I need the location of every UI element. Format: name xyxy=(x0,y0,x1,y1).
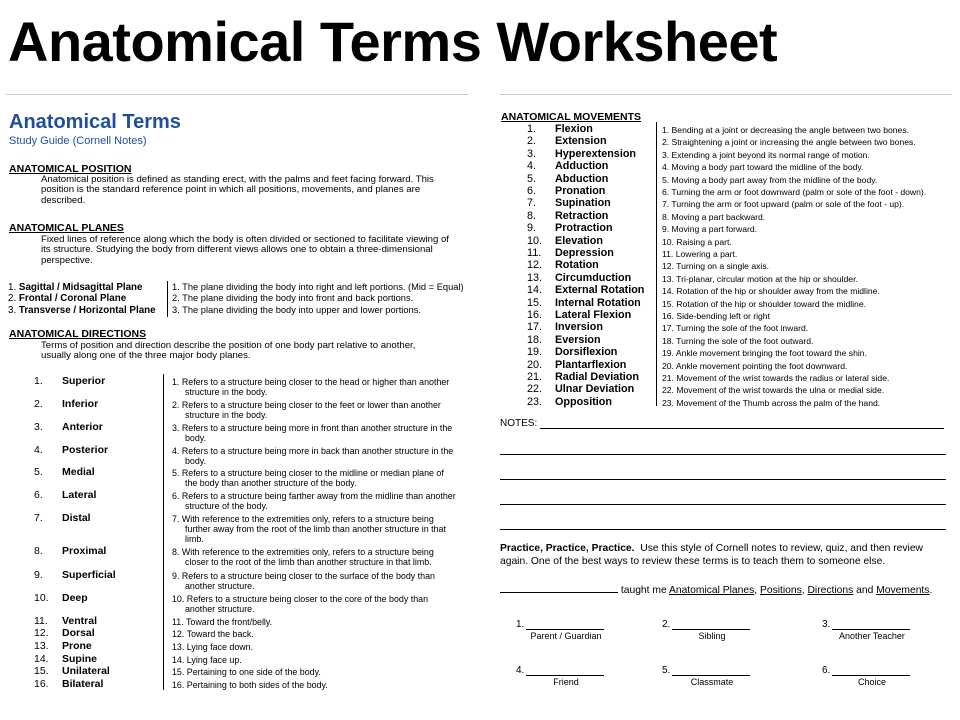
movement-num: 14. xyxy=(527,284,543,297)
movement-num: 22. xyxy=(527,383,543,396)
direction-item xyxy=(34,570,116,581)
movement-desc: 10. Raising a part. xyxy=(662,236,732,247)
direction-term: Proximal xyxy=(62,545,107,557)
plane-name: Transverse / Horizontal Plane xyxy=(18,305,156,316)
direction-desc-line: 1. Refers to a structure being closer to the head or higher than another xyxy=(172,377,450,387)
movement-term: Radial Deviation xyxy=(555,371,639,383)
direction-desc-line: 8. With reference to the extremities only, refers to a structure being xyxy=(172,547,434,557)
direction-desc-line: body. xyxy=(185,456,207,466)
movement-desc: 9. Moving a part forward. xyxy=(662,224,758,235)
movement-term: Extension xyxy=(555,135,607,148)
direction-term: Supine xyxy=(62,653,98,665)
direction-num: 8. xyxy=(34,545,43,557)
movement-num: 13. xyxy=(527,271,543,284)
movement-term: Elevation xyxy=(555,234,604,247)
movement-term: Lateral Flexion xyxy=(555,309,632,321)
direction-desc-line: another structure. xyxy=(185,604,255,614)
movement-num: 17. xyxy=(527,321,543,334)
planes-line: perspective. xyxy=(41,254,93,266)
movement-num: 19. xyxy=(527,346,543,359)
movement-desc: 13. Tri-planar, circular motion at the hip or shoulder. xyxy=(662,273,858,284)
slot-caption: Another Teacher xyxy=(839,631,905,641)
movement-term: Retraction xyxy=(555,209,609,222)
taught-positions: Positions xyxy=(759,585,802,596)
movement-term: Depression xyxy=(555,247,614,259)
study-guide-subtitle: Study Guide (Cornell Notes) xyxy=(9,135,147,147)
movement-item xyxy=(527,259,599,271)
slot-num: 3. xyxy=(822,619,831,630)
movement-item xyxy=(527,173,608,185)
movement-item xyxy=(527,210,608,222)
position-text xyxy=(41,175,471,206)
slot-blank[interactable] xyxy=(832,629,910,630)
direction-desc-line: 6. Refers to a structure being farther away from the midline than another xyxy=(172,491,456,501)
teacher-slot[interactable] xyxy=(662,619,758,645)
teacher-name-blank[interactable] xyxy=(500,583,618,593)
teacher-slot[interactable] xyxy=(516,619,612,645)
direction-desc-line: closer to the root of the limb than another structure in that limb. xyxy=(185,557,432,567)
movement-num: 21. xyxy=(527,371,543,383)
slot-caption: Parent / Guardian xyxy=(530,631,602,641)
movement-item xyxy=(527,359,626,371)
movement-term: Circumduction xyxy=(555,271,632,284)
directions-line: Terms of position and direction describe the position of one body part relative to another, xyxy=(41,340,416,351)
movement-term: Inversion xyxy=(555,321,604,334)
direction-desc xyxy=(172,400,468,420)
direction-desc xyxy=(172,594,468,614)
movement-term: Plantarflexion xyxy=(555,358,627,371)
direction-num: 16. xyxy=(34,678,49,690)
direction-term: Unilateral xyxy=(62,665,110,677)
movement-item xyxy=(527,383,634,395)
plane-desc: 2. The plane dividing the body into front and back portions. xyxy=(172,293,414,303)
direction-item xyxy=(34,513,91,524)
direction-item xyxy=(34,422,103,433)
movement-desc: 3. Extending a joint beyond its normal range of motion. xyxy=(662,149,870,160)
movements-heading: ANATOMICAL MOVEMENTS xyxy=(501,111,642,123)
movement-item xyxy=(527,135,607,147)
taught-and: and xyxy=(856,585,874,596)
direction-desc xyxy=(172,642,468,652)
movement-desc: 8. Moving a part backward. xyxy=(662,211,766,222)
position-line: Anatomical position is defined as standing erect, with the palms and feet facing forward. This xyxy=(41,174,434,185)
direction-desc xyxy=(172,547,468,567)
movement-desc: 23. Movement of the Thumb across the palm of the hand. xyxy=(662,397,881,408)
plane-name: Frontal / Coronal Plane xyxy=(18,293,127,304)
movement-num: 10. xyxy=(527,234,543,247)
direction-desc-line: 2. Refers to a structure being closer to the feet or lower than another xyxy=(172,400,441,410)
study-guide-title: Anatomical Terms xyxy=(9,111,181,133)
direction-num: 2. xyxy=(34,398,43,410)
position-heading: ANATOMICAL POSITION xyxy=(9,163,132,175)
direction-desc xyxy=(172,446,468,466)
direction-desc-line: body. xyxy=(185,433,207,443)
movement-desc: 15. Rotation of the hip or shoulder toward the midline. xyxy=(662,298,866,309)
practice-text: Use this style of Cornell notes to review, quiz, and then review again. One of the best ways to review these terms is to teach them to someone else. xyxy=(500,543,923,567)
position-line: described. xyxy=(41,194,86,206)
plane-item xyxy=(8,305,181,316)
movement-num: 7. xyxy=(527,197,537,210)
planes-line: Fixed lines of reference along which the body is often divided or sectioned to facilitate viewing of xyxy=(41,234,449,245)
direction-item xyxy=(34,490,96,501)
direction-desc xyxy=(172,377,468,397)
movement-term: Supination xyxy=(555,197,611,210)
movement-num: 11. xyxy=(527,247,542,259)
movement-term: Adduction xyxy=(555,160,609,173)
movement-item xyxy=(527,309,631,321)
directions-heading: ANATOMICAL DIRECTIONS xyxy=(9,328,147,340)
direction-term: Ventral xyxy=(62,615,98,627)
direction-item xyxy=(34,399,98,410)
direction-desc-line: 7. With reference to the extremities only, refers to a structure being xyxy=(172,514,434,524)
movement-item xyxy=(527,371,639,383)
movement-item xyxy=(527,346,617,358)
notes-line[interactable] xyxy=(500,504,946,505)
movement-item xyxy=(527,197,611,209)
movement-desc: 19. Ankle movement bringing the foot toward the shin. xyxy=(662,348,867,359)
movement-item xyxy=(527,321,603,333)
direction-desc-line: 9. Refers to a structure being closer to the surface of the body than xyxy=(172,571,435,581)
plane-name: Sagittal / Midsagittal Plane xyxy=(18,282,143,293)
direction-num: 14. xyxy=(34,653,49,665)
position-line: position is the standard reference point in which all positions, movements, and planes are xyxy=(41,184,421,196)
taught-movements: Movements xyxy=(876,585,930,596)
movement-desc: 22. Movement of the wrist towards the ulna or medial side. xyxy=(662,385,885,396)
direction-desc-line: 15. Pertaining to one side of the body. xyxy=(172,667,321,677)
movement-desc: 20. Ankle movement pointing the foot downward. xyxy=(662,360,848,371)
planes-heading: ANATOMICAL PLANES xyxy=(9,222,124,234)
direction-term: Medial xyxy=(62,466,95,478)
direction-desc xyxy=(172,514,468,544)
direction-item xyxy=(34,376,105,387)
plane-desc: 3. The plane dividing the body into upper and lower portions. xyxy=(172,305,421,315)
movements-divider xyxy=(656,122,657,406)
movement-item xyxy=(527,396,612,408)
direction-desc xyxy=(172,680,468,690)
direction-term: Lateral xyxy=(62,489,97,501)
practice-heading: Practice, Practice, Practice. xyxy=(500,543,635,554)
movement-desc: 14. Rotation of the hip or shoulder away from the midline. xyxy=(662,286,880,297)
direction-num: 5. xyxy=(34,466,43,478)
direction-item xyxy=(34,616,97,627)
movement-num: 9. xyxy=(527,222,537,235)
direction-num: 12. xyxy=(34,627,49,639)
plane-item xyxy=(8,293,181,304)
movement-num: 23. xyxy=(527,395,543,408)
direction-num: 9. xyxy=(34,569,43,581)
direction-term: Prone xyxy=(62,640,92,652)
movement-term: Ulnar Deviation xyxy=(555,383,635,396)
slot-caption: Classmate xyxy=(690,677,734,687)
movement-term: Eversion xyxy=(555,333,601,346)
direction-num: 10. xyxy=(34,592,49,604)
slot-caption: Sibling xyxy=(698,631,726,641)
direction-desc xyxy=(172,491,468,511)
direction-item xyxy=(34,666,110,677)
movement-desc: 17. Turning the sole of the foot inward. xyxy=(662,323,809,334)
movement-item xyxy=(527,247,614,259)
slot-blank[interactable] xyxy=(526,675,604,676)
movement-num: 12. xyxy=(527,259,543,272)
direction-desc-line: structure in the body. xyxy=(185,410,268,420)
direction-desc-line: 14. Lying face up. xyxy=(172,655,242,665)
practice-paragraph xyxy=(500,543,952,568)
movement-item xyxy=(527,185,605,197)
movement-term: Dorsiflexion xyxy=(555,346,618,359)
slide-title: Anatomical Terms Worksheet xyxy=(8,10,778,73)
movement-term: External Rotation xyxy=(555,284,645,297)
movement-item xyxy=(527,297,641,309)
direction-term: Superficial xyxy=(62,569,116,581)
direction-desc-line: limb. xyxy=(185,534,204,544)
notes-line[interactable] xyxy=(500,454,946,455)
direction-term: Superior xyxy=(62,375,106,387)
slot-caption: Friend xyxy=(553,677,579,687)
movement-desc: 7. Turning the arm or foot upward (palm or sole of the foot - up). xyxy=(662,199,905,210)
directions-divider xyxy=(163,374,164,690)
notes-line[interactable] xyxy=(500,479,946,480)
directions-line: usually along one of the three major body planes. xyxy=(41,350,251,362)
movement-item xyxy=(527,148,636,160)
movement-num: 15. xyxy=(527,296,543,309)
movement-num: 5. xyxy=(527,172,537,185)
movement-term: Opposition xyxy=(555,395,612,408)
direction-desc-line: 3. Refers to a structure being more in front than another structure in the xyxy=(172,423,453,433)
taught-me-line: taught me Anatomical Planes, Positions, Directions and Movements. xyxy=(500,583,932,596)
planes-line: its structure. Studying the body from different views allows one to obtain a three-dimensional xyxy=(41,244,433,256)
direction-desc-line: 5. Refers to a structure being closer to the midline or median plane of xyxy=(172,468,444,478)
direction-item xyxy=(34,467,95,478)
notes-label: NOTES: xyxy=(500,418,538,429)
movement-desc: 12. Turning on a single axis. xyxy=(662,261,770,272)
plane-desc: 1. The plane dividing the body into right and left portions. (Mid = Equal) xyxy=(172,282,464,292)
direction-term: Anterior xyxy=(62,421,103,433)
teacher-slot[interactable] xyxy=(662,665,758,691)
left-page-top-rule xyxy=(6,94,468,95)
movement-num: 1. xyxy=(527,123,537,135)
movement-term: Flexion xyxy=(555,123,593,135)
direction-desc-line: 16. Pertaining to both sides of the body. xyxy=(172,680,328,690)
direction-desc-line: 11. Toward the front/belly. xyxy=(172,617,273,627)
teacher-slot[interactable] xyxy=(822,665,918,691)
direction-num: 3. xyxy=(34,421,43,433)
movement-desc: 16. Side-bending left or right xyxy=(662,311,770,321)
movement-desc: 5. Moving a body part away from the midline of the body. xyxy=(662,174,878,185)
direction-desc xyxy=(172,423,468,443)
movement-num: 16. xyxy=(527,309,543,321)
direction-term: Inferior xyxy=(62,398,99,410)
notes-line[interactable] xyxy=(540,428,944,429)
direction-item xyxy=(34,445,108,456)
movement-num: 18. xyxy=(527,333,543,346)
teacher-slot[interactable] xyxy=(516,665,612,691)
movement-desc: 18. Turning the sole of the foot outward. xyxy=(662,335,814,346)
direction-desc xyxy=(172,667,468,677)
direction-item xyxy=(34,641,92,652)
slot-num: 5. xyxy=(662,665,671,676)
teacher-slot[interactable] xyxy=(822,619,918,645)
movement-item xyxy=(527,334,601,346)
slot-blank[interactable] xyxy=(672,629,750,630)
movement-term: Pronation xyxy=(555,185,606,197)
movement-num: 8. xyxy=(527,209,537,222)
movement-term: Abduction xyxy=(555,172,609,185)
direction-num: 11. xyxy=(34,615,48,627)
movement-num: 6. xyxy=(527,185,537,197)
direction-item xyxy=(34,679,103,690)
movement-desc: 21. Movement of the wrist towards the radius or lateral side. xyxy=(662,373,890,383)
movement-num: 4. xyxy=(527,160,537,173)
directions-text xyxy=(41,341,471,362)
direction-desc-line: 10. Refers to a structure being closer to the core of the body than xyxy=(172,594,429,604)
direction-term: Dorsal xyxy=(62,627,95,639)
movement-desc: 4. Moving a body part toward the midline of the body. xyxy=(662,162,864,173)
movement-term: Hyperextension xyxy=(555,147,637,160)
direction-num: 6. xyxy=(34,489,43,501)
movement-desc: 2. Straightening a joint or increasing the angle between two bones. xyxy=(662,137,916,148)
slot-num: 2. xyxy=(662,619,671,630)
direction-num: 4. xyxy=(34,444,43,456)
plane-num: 1. xyxy=(8,282,17,293)
movement-num: 20. xyxy=(527,358,543,371)
plane-num: 2. xyxy=(8,293,17,304)
slot-num: 1. xyxy=(516,619,525,630)
direction-term: Bilateral xyxy=(62,678,104,690)
direction-term: Distal xyxy=(62,512,91,524)
direction-desc-line: the body than another structure of the body. xyxy=(185,478,357,488)
slot-blank[interactable] xyxy=(832,675,910,676)
direction-desc xyxy=(172,468,468,488)
direction-num: 1. xyxy=(34,375,43,387)
movement-num: 3. xyxy=(527,147,537,160)
direction-num: 7. xyxy=(34,512,43,524)
taught-directions: Directions xyxy=(807,585,854,596)
movement-term: Rotation xyxy=(555,259,599,272)
direction-desc-line: structure of the body. xyxy=(185,501,268,511)
direction-desc-line: 4. Refers to a structure being more in back than another structure in the xyxy=(172,446,454,456)
direction-desc xyxy=(172,617,468,627)
slot-num: 6. xyxy=(822,665,831,676)
direction-desc-line: 12. Toward the back. xyxy=(172,629,254,639)
slot-blank[interactable] xyxy=(526,629,604,630)
direction-num: 15. xyxy=(34,665,49,677)
plane-num: 3. xyxy=(8,305,17,316)
movement-item xyxy=(527,160,608,172)
slot-caption: Choice xyxy=(857,677,886,687)
direction-item xyxy=(34,628,95,639)
movement-item xyxy=(527,123,593,135)
movement-term: Protraction xyxy=(555,222,613,235)
right-page-top-rule xyxy=(500,94,952,95)
movement-item xyxy=(527,272,631,284)
direction-item xyxy=(34,546,106,557)
notes-line[interactable] xyxy=(500,529,946,530)
direction-desc xyxy=(172,571,468,591)
movement-desc: 1. Bending at a joint or decreasing the angle between two bones. xyxy=(662,125,910,135)
direction-item xyxy=(34,654,97,665)
direction-num: 13. xyxy=(34,640,49,652)
plane-item xyxy=(8,282,181,293)
movement-desc: 11. Lowering a part. xyxy=(662,249,738,259)
slot-num: 4. xyxy=(516,665,525,676)
direction-desc xyxy=(172,629,468,639)
direction-desc-line: another structure. xyxy=(185,581,255,591)
movement-term: Internal Rotation xyxy=(555,296,641,309)
movement-item xyxy=(527,284,644,296)
slot-blank[interactable] xyxy=(672,675,750,676)
direction-item xyxy=(34,593,88,604)
movement-num: 2. xyxy=(527,135,537,148)
direction-term: Deep xyxy=(62,592,88,604)
direction-term: Posterior xyxy=(62,444,109,456)
direction-desc-line: further away from the root of the limb than another structure in that xyxy=(185,524,446,534)
movement-desc: 6. Turning the arm or foot downward (palm or sole of the foot - down). xyxy=(662,187,927,197)
movement-item xyxy=(527,235,603,247)
taught-planes: Anatomical Planes xyxy=(668,585,755,596)
planes-text xyxy=(41,235,471,266)
movement-item xyxy=(527,222,613,234)
direction-desc-line: structure in the body. xyxy=(185,387,268,397)
direction-desc-line: 13. Lying face down. xyxy=(172,642,254,652)
taught-prefix: taught me xyxy=(620,585,667,596)
direction-desc xyxy=(172,655,468,665)
